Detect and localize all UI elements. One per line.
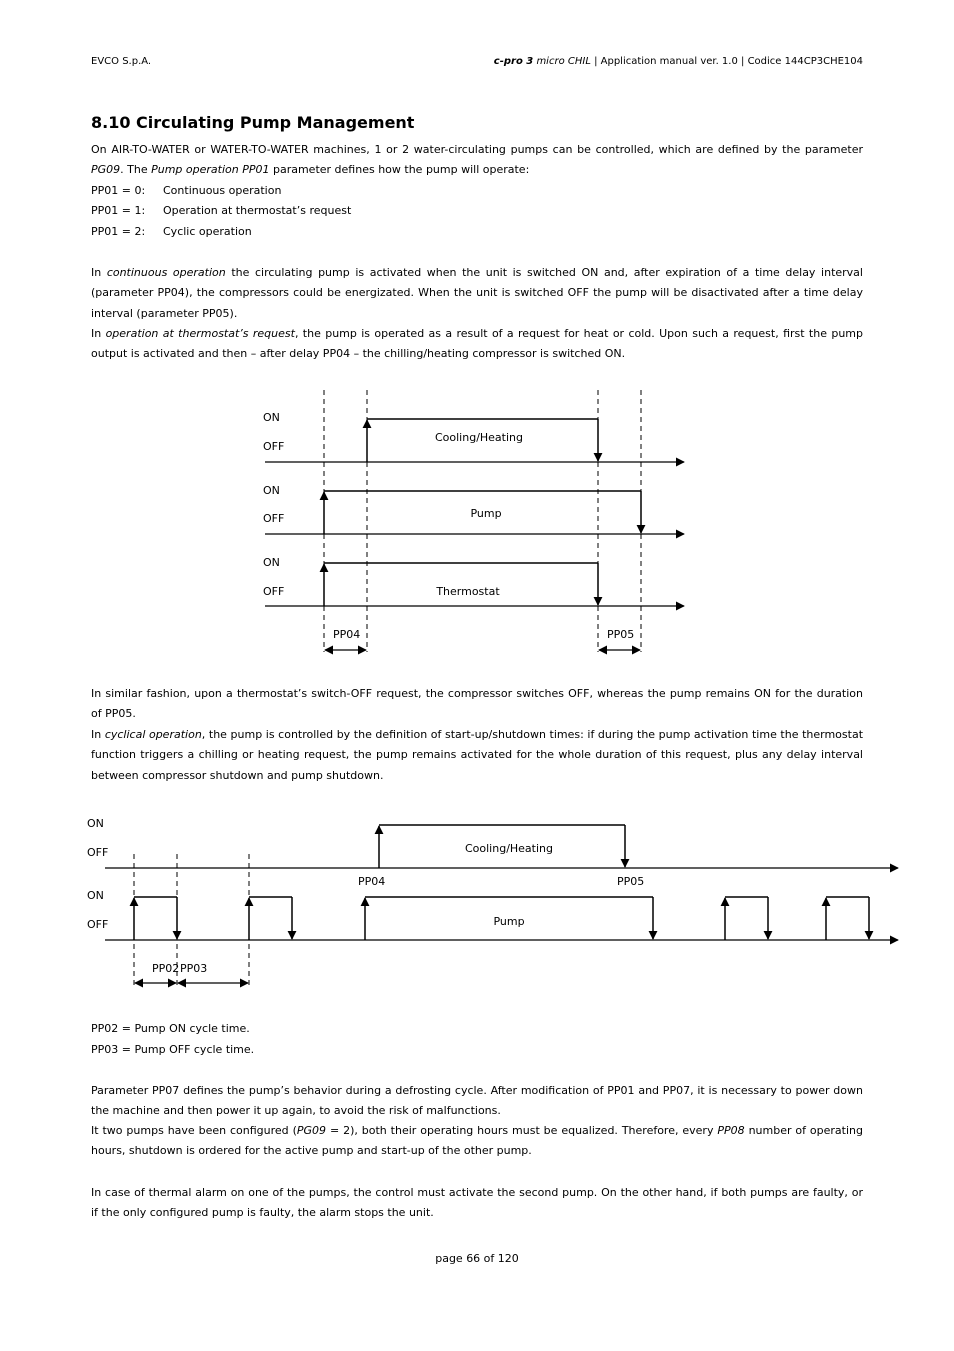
d2-on-label-2: ON: [87, 889, 104, 902]
diagram2: [87, 817, 898, 986]
d2-signal-pump: Pump: [493, 915, 525, 928]
section-title: 8.10 Circulating Pump Management: [91, 113, 415, 132]
option-key: PP01 = 0:: [91, 184, 146, 197]
option-label: Continuous operation: [163, 184, 282, 197]
intro-text-a: On AIR-TO-WATER or WATER-TO-WATER machines, 1 or 2 water-circulating pumps can be controlled, which are defined by the parameter: [91, 143, 863, 156]
def-pp03: PP03 = Pump OFF cycle time.: [91, 1043, 255, 1056]
option-key: PP01 = 2:: [91, 225, 146, 238]
d1-on-label-1: ON: [263, 411, 280, 424]
option-label: Operation at thermostat’s request: [163, 204, 352, 217]
continuous-term: continuous operation: [106, 266, 226, 279]
d1-signal-pump: Pump: [470, 507, 502, 520]
d2-label-pp04: PP04: [358, 875, 386, 888]
diagram1: [263, 390, 684, 652]
twopumps-text-a: It two pumps have been configured (: [91, 1124, 297, 1137]
option-label: Cyclic operation: [163, 225, 252, 238]
d1-signal-cooling-heating: Cooling/Heating: [434, 431, 524, 444]
thermostat-term: operation at thermostat’s request: [105, 327, 295, 340]
intro-pump-operation: Pump operation PP01: [151, 163, 270, 177]
header-company: EVCO S.p.A.: [91, 56, 152, 67]
d1-delay-pp04: PP04: [333, 628, 361, 641]
d1-signal-thermostat: Thermostat: [436, 585, 500, 598]
d2-label-pp02: PP02: [152, 962, 180, 975]
continuous-text-a: In: [91, 266, 107, 279]
d1-on-label-2: ON: [263, 484, 280, 497]
thermostat-text-a: In: [91, 327, 106, 340]
intro-param: PG09: [91, 163, 121, 177]
d1-off-label-2: OFF: [263, 512, 285, 525]
d2-signal-cooling-heating: Cooling/Heating: [464, 842, 554, 855]
twopumps-text-c: = 2), both their operating hours must be equalized. Therefore, every: [326, 1124, 718, 1137]
similar-paragraph: In similar fashion, upon a thermostat’s switch-OFF request, the compressor switches OFF, whereas the pump remains ON for the duration of PP05.: [91, 687, 863, 721]
thermostat-text-c: , the pump is operated as a result of a request for heat or cold. Upon such a request, first the pump output is activated and then – after delay PP04 – the chilling/heating compressor is switched ON.: [91, 327, 863, 361]
option-key: PP01 = 1:: [91, 204, 146, 217]
d1-off-label-1: OFF: [263, 440, 285, 453]
header-rest: | Application manual ver. 1.0 | Codice 144CP3CHE104: [590, 56, 863, 67]
def-pp02: PP02 = Pump ON cycle time.: [91, 1022, 250, 1035]
continuous-text-c: the circulating pump is activated when the unit is switched ON and, after expiration of a time delay interval (parameter PP04), the compressors could be energizated. When the unit is switched OFF the pump will be disactivated after a time delay interval (parameter PP05).: [91, 266, 863, 320]
d2-off-label-2: OFF: [87, 918, 109, 931]
d1-delay-pp05: PP05: [607, 628, 635, 641]
d2-label-pp05: PP05: [617, 875, 645, 888]
pp07-paragraph: Parameter PP07 defines the pump’s behavior during a defrosting cycle. After modification of PP01 and PP07, it is necessary to power down the machine and then power it up again, to avoid the risk of malfunctions.: [91, 1084, 863, 1118]
d2-on-label-1: ON: [87, 817, 104, 830]
header-product-bold: c-pro 3: [493, 56, 534, 67]
twopumps-text-e: number of operating hours, shutdown is ordered for the active pump and start-up of the other pump.: [91, 1124, 863, 1158]
d1-off-label-3: OFF: [263, 585, 285, 598]
twopumps-param-pp08: PP08: [717, 1124, 745, 1137]
d2-label-pp03: PP03: [180, 962, 208, 975]
cyclic-text-a: In: [91, 728, 105, 741]
cyclic-text-c: , the pump is controlled by the definition of start-up/shutdown times: if during the pump activation time the thermostat function triggers a chilling or heating request, the pump remains activated for the whole duration of this request, plus any delay interval between compressor shutdown and pump shutdown.: [91, 728, 864, 782]
d1-on-label-3: ON: [263, 556, 280, 569]
intro-text-e: parameter defines how the pump will operate:: [269, 163, 530, 177]
d2-off-label-1: OFF: [87, 846, 109, 859]
thermal-paragraph: In case of thermal alarm on one of the pumps, the control must activate the second pump. On the other hand, if both pumps are faulty, or if the only configured pump is faulty, the alarm stops the unit.: [91, 1186, 863, 1220]
intro-text-c: . The: [120, 163, 152, 177]
cyclic-term: cyclical operation: [104, 728, 202, 741]
header-product-italic: micro CHIL: [533, 56, 591, 67]
twopumps-param-pg09: PG09: [296, 1124, 327, 1137]
page-number: page 66 of 120: [435, 1252, 519, 1265]
